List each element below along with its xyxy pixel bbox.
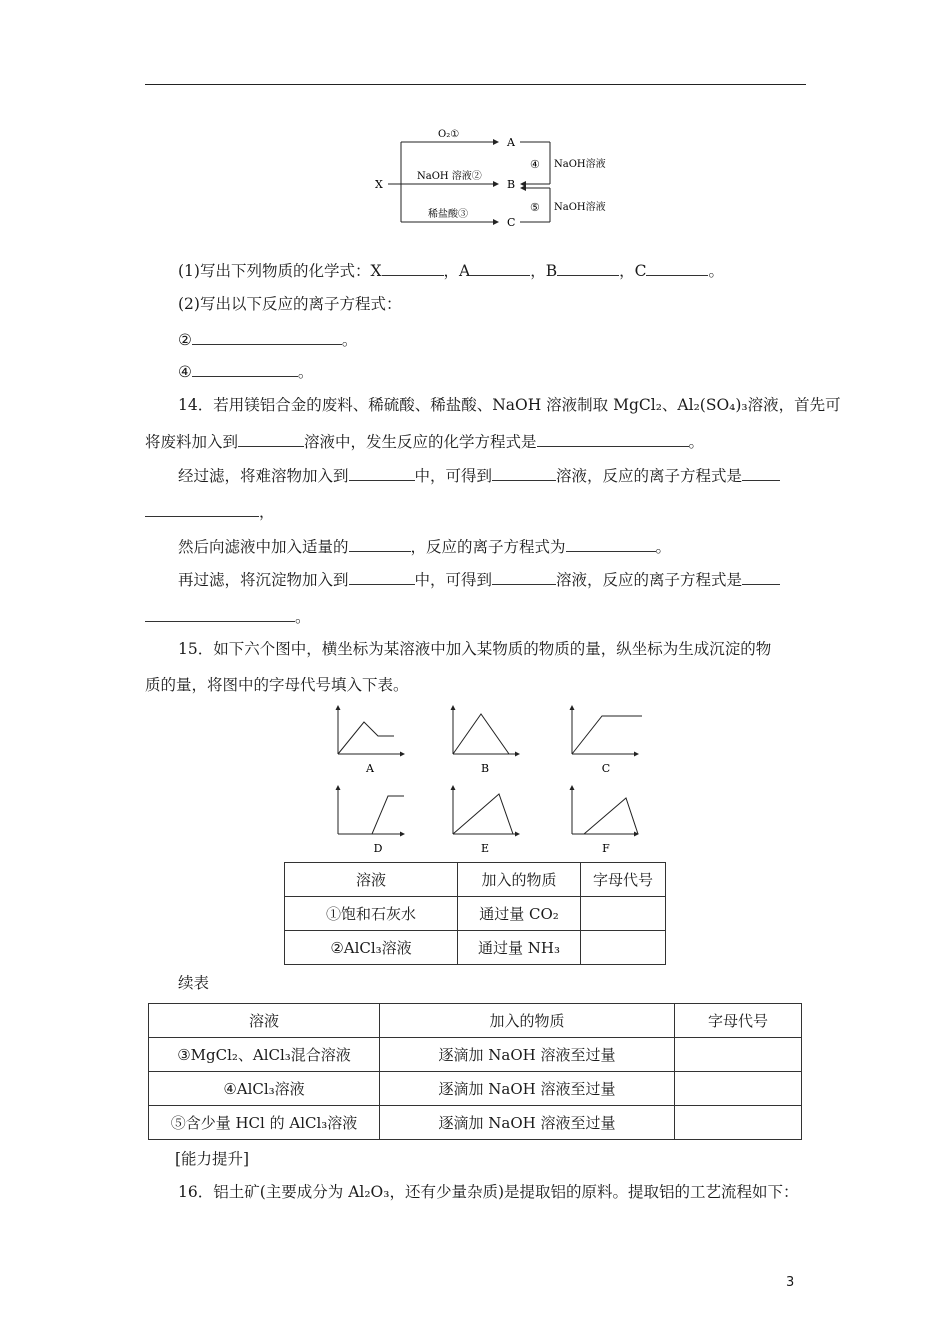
page-number: 3 [786, 1275, 795, 1290]
table-header: 字母代号 [675, 1004, 802, 1038]
table-cell: 逐滴加 NaOH 溶液至过量 [380, 1038, 675, 1072]
q14-line2: 将废料加入到 溶液中，发生反应的化学方程式是 。 [145, 430, 704, 452]
label-arrow5-num: ⑤ [530, 201, 540, 214]
graph-label-d: D [373, 842, 383, 855]
precipitation-graphs [320, 700, 660, 860]
graph-a [338, 706, 404, 775]
table-cell: ③MgCl₂、AlCl₃混合溶液 [149, 1038, 380, 1072]
q16-line1: 16．铝土矿(主要成分为 Al₂O₃，还有少量杂质)是提取铝的原料。提取铝的工艺流程如下： [178, 1183, 799, 1201]
label-arrow1: O₂① [438, 129, 460, 140]
reaction-diagram [370, 124, 620, 236]
table-row [149, 1072, 802, 1106]
header-rule [145, 84, 806, 85]
node-c: C [507, 216, 516, 229]
table-row [285, 897, 666, 931]
q14-line1: 14．若用镁铝合金的废料、稀硫酸、稀盐酸、NaOH 溶液制取 MgCl₂、Al₂(SO₄)₃溶液，首先可 [178, 396, 841, 414]
table-cell [675, 1038, 802, 1072]
table-cell: ⑤含少量 HCl 的 AlCl₃溶液 [149, 1106, 380, 1140]
q15-line2: 质的量，将图中的字母代号填入下表。 [145, 676, 409, 694]
table-cell: ②AlCl₃溶液 [285, 931, 458, 965]
table-cell: 逐滴加 NaOH 溶液至过量 [380, 1106, 675, 1140]
table-row [149, 1106, 802, 1140]
q14-line6: 再过滤，将沉淀物加入到 中，可得到 溶液，反应的离子方程式是 [178, 568, 780, 590]
table-row [149, 1038, 802, 1072]
table-header: 加入的物质 [380, 1004, 675, 1038]
node-b: B [507, 178, 516, 191]
graph-b [453, 706, 519, 775]
q13-part2: (2)写出以下反应的离子方程式： [178, 295, 402, 313]
graph-c [572, 706, 642, 775]
graph-f [572, 786, 638, 855]
label-arrow4-num: ④ [530, 158, 540, 171]
node-x: X [375, 178, 383, 191]
table-header: 字母代号 [581, 863, 666, 897]
graph-label-b: B [480, 762, 490, 775]
table-row [149, 1004, 802, 1038]
graph-label-c: C [601, 762, 611, 775]
graph-e [453, 786, 519, 855]
label-arrow3: 稀盐酸③ [428, 209, 468, 220]
table-cell: ①饱和石灰水 [285, 897, 458, 931]
graph-d [338, 786, 404, 855]
q15-line1: 15．如下六个图中，横坐标为某溶液中加入某物质的物质的量，纵坐标为生成沉淀的物 [178, 640, 772, 658]
node-a: A [507, 136, 515, 149]
label-arrow2: NaOH 溶液② [417, 171, 482, 182]
table-cell [675, 1072, 802, 1106]
q14-line5: 然后向滤液中加入适量的 ，反应的离子方程式为 。 [178, 535, 671, 557]
q14-line4: ， [145, 500, 275, 522]
table-header: 溶液 [285, 863, 458, 897]
q13-eq4: ④ 。 [178, 360, 313, 382]
table-cell [675, 1106, 802, 1140]
label-arrow5: NaOH溶液 [554, 202, 606, 213]
q13-part1: (1)写出下列物质的化学式：X ，A ，B ，C 。 [178, 259, 724, 281]
table-1 [284, 862, 666, 965]
section-ability: [能力提升] [175, 1150, 250, 1168]
table-cell: 通过量 NH₃ [458, 931, 581, 965]
graph-label-f: F [602, 842, 610, 855]
table-2 [148, 1003, 802, 1140]
table-cell: 逐滴加 NaOH 溶液至过量 [380, 1072, 675, 1106]
table-header: 加入的物质 [458, 863, 581, 897]
continued-label: 续表 [178, 974, 210, 992]
graph-label-a: A [366, 762, 374, 775]
table-row [285, 931, 666, 965]
table-header: 溶液 [149, 1004, 380, 1038]
table-row [285, 863, 666, 897]
graph-label-e: E [480, 842, 490, 855]
table-cell: 通过量 CO₂ [458, 897, 581, 931]
table-cell [581, 931, 666, 965]
q13-eq2: ② 。 [178, 328, 357, 350]
label-arrow4: NaOH溶液 [554, 159, 606, 170]
q14-line7: 。 [145, 605, 311, 627]
table-cell: ④AlCl₃溶液 [149, 1072, 380, 1106]
q14-line3: 经过滤，将难溶物加入到 中，可得到 溶液，反应的离子方程式是 [178, 464, 780, 486]
table-cell [581, 897, 666, 931]
